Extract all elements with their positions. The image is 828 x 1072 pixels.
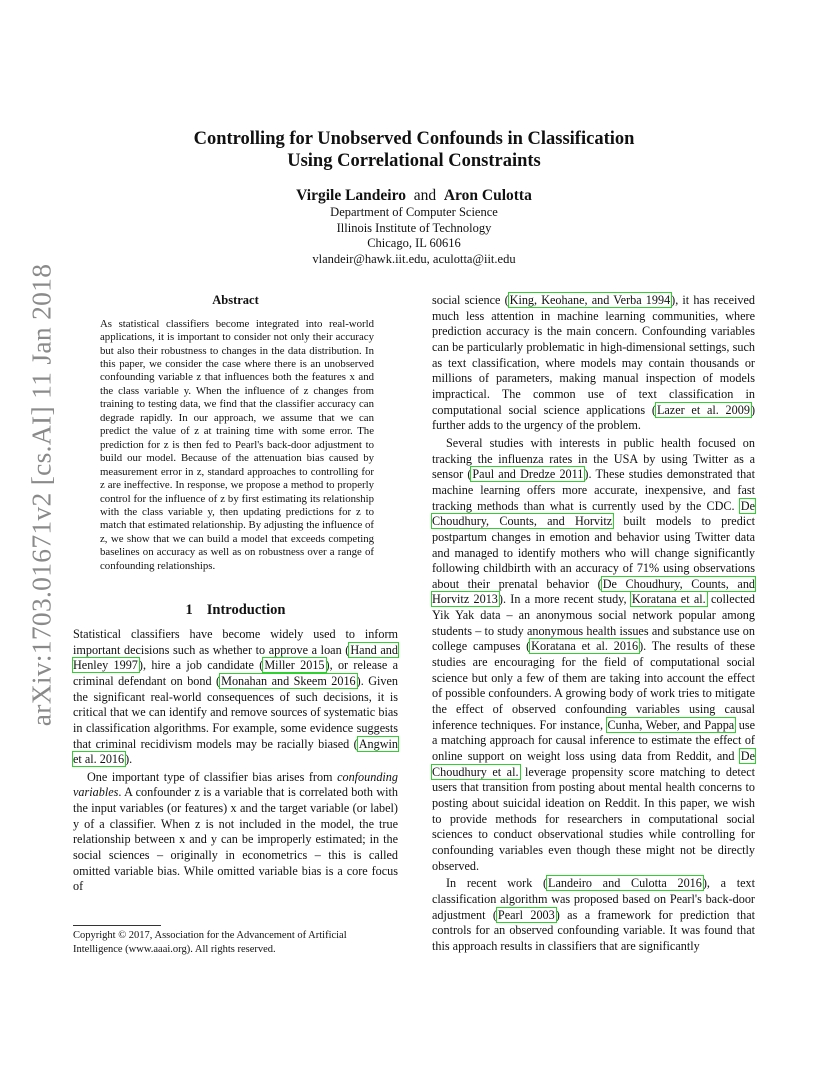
text-run: Several studies with interests in public health focused on tracking the influenza rates in the USA by using Twitter as a sensor ( (432, 435, 755, 482)
text-run: ), hire a job candidate ( (138, 658, 264, 673)
footnote-text: Copyright © 2017, Association for the Advancement of Artificial Intelligence (www.aaai.org). All rights reserved. (73, 930, 347, 955)
affiliation-city: Chicago, IL 60616 (367, 236, 461, 250)
text-run: ), it has received much less attention in machine learning communities, where prediction accuracy is the main concern. Confounding variables can be particularly problematic in high-dimensional settings, such as text classification, where models may contain thousands or millions of parameters, making manual inspection of models impractical. The common use of text classification in computational social science applications ( (432, 293, 755, 417)
right-paragraph-2 (432, 436, 755, 874)
affiliation-institute: Illinois Institute of Technology (336, 220, 492, 235)
right-paragraph-1 (432, 293, 755, 434)
section-heading-introduction (73, 603, 398, 619)
title-line-2: Using Correlational Constraints (287, 151, 541, 171)
arxiv-identifier-stamp (18, 263, 64, 727)
text-run: leverage propensity score matching to detect users that transition from posting about mental health concerns to posting about suicidal ideation on Reddit. In this paper, we wish to provide methods for researchers in computational social sciences to conduct observational studies while controlling for confounding variables even though these might not be directly observed. (432, 764, 755, 873)
text-run: use a matching approach for causal inference to estimate the effect of online support on weight loss using data from Reddit, and (432, 717, 755, 764)
text-run: One important type of classifier bias arises from (87, 769, 338, 784)
text-run: In recent work ( (446, 876, 548, 891)
text-run: Statistical classifiers have become widely used to inform important decisions such as whether to approve a loan ( (73, 626, 398, 657)
citation-link[interactable]: Cunha, Weber, and Pappa (607, 717, 735, 732)
text-run: built models to predict postpartum changes in emotion and behavior using Twitter data and managed to identify mothers who will change significantly following childbirth with an accuracy of 71% using observations about their prenatal behavior ( (432, 514, 755, 591)
citation-link[interactable]: Koratana et al. (631, 592, 706, 607)
text-run: ). Given the significant real-world consequences of such decisions, it is critical that we can identify and remove sources of systematic bias in classification algorithms. For example, some evidence suggests that criminal recidivism models may be racially biased ( (73, 673, 399, 751)
citation-link[interactable]: Angwin et al. 2016 (73, 736, 398, 767)
citation-link[interactable]: Landeiro and Culotta 2016 (548, 876, 702, 891)
text-run: ), or release a criminal defendant on bond ( (73, 658, 398, 688)
text-run: ). In a more recent study, (498, 592, 631, 607)
left-column (73, 293, 398, 895)
copyright-footnote (73, 925, 398, 956)
affiliation-emails: vlandeir@hawk.iit.edu, aculotta@iit.edu (312, 251, 516, 266)
citation-link[interactable]: Paul and Dredze 2011 (472, 467, 584, 482)
text-run: collected Yik Yak data – an anonymous social network popular among students – to study anonymous health issues and substance use on college campuses ( (432, 592, 755, 654)
right-paragraph-3 (432, 876, 755, 954)
citation-link[interactable]: De Choudhury et al. (432, 749, 755, 779)
citation-link[interactable]: Koratana et al. 2016 (531, 639, 639, 654)
text-run: ) further adds to the urgency of the problem. (432, 402, 755, 433)
citation-link[interactable]: King, Keohane, and Verba 1994 (509, 293, 671, 307)
footnote-rule (73, 925, 161, 926)
author-1: Virgile Landeiro (296, 187, 406, 204)
text-run: ), a text classification algorithm was proposed based on Pearl's back-door adjustment ( (432, 876, 755, 922)
affiliation-block (0, 205, 828, 267)
citation-link[interactable]: Pearl 2003 (497, 907, 555, 922)
intro-paragraph-1 (73, 627, 398, 768)
arxiv-id-text: arXiv:1703.01671v2 [cs.AI] 11 Jan 2018 (25, 263, 56, 727)
paper-title (0, 128, 828, 172)
citation-link[interactable]: Monahan and Skeem 2016 (221, 673, 356, 688)
section-number: 1 (185, 602, 193, 619)
citation-link[interactable]: Hand and Henley 1997 (73, 642, 398, 673)
abstract-heading: Abstract (212, 293, 259, 307)
citation-link[interactable]: De Choudhury, Counts, and Horvitz (432, 498, 755, 529)
citation-link[interactable]: De Choudhury, Counts, and Horvitz 2013 (432, 576, 756, 607)
author-conjunction: and (413, 187, 437, 204)
text-run: ) as a framework for prediction that controls for an observed confounding variable. It was found that this approach results in classifiers that are significantly (432, 907, 755, 953)
text-run: ). These studies demonstrated that machine learning offers more accurate, inexpensive, and fast tracking methods than what is currently used by the CDC. (432, 467, 755, 513)
citation-link[interactable]: Lazer et al. 2009 (656, 402, 750, 417)
abstract-text: As statistical classifiers become integrated into real-world applications, it is important to consider not only their accuracy but also their robustness to changes in the data distribution. In this paper, we consider the case where there is an unobserved confounding variable z that influences both the features x and the class variable y. When the influence of z changes from training to testing data, we find that the classifier accuracy can degrade rapidly. In our approach, we assume that we can predict the value of z at training time with some error. The prediction for z is then fed to Pearl's back-door adjustment to build our model. Because of the attenuation bias caused by measurement error in z, standard approaches to controlling for z are ineffective. In response, we propose a method to properly control for the influence of z by first estimating its relationship with the class variable y, then updating predictions for z to match that estimated relationship. By adjusting the influence of z, we show that we can build a model that exceeds competing baselines on accuracy as well as on robustness over a range of confounding relationships. (100, 317, 374, 572)
text-run: . A confounder z is a variable that is correlated both with the input variables (or features) x and the target variable (or label) y of a classifier. When z is not included in the model, the true relationship between x and y can be improperly estimated; in the social sciences – originally in econometrics – this is called omitted variable bias. While omitted variable bias is a core focus of (73, 785, 398, 894)
author-2: Aron Culotta (443, 187, 532, 204)
affiliation-dept: Department of Computer Science (330, 205, 498, 219)
title-line-1: Controlling for Unobserved Confounds in Classification (193, 129, 635, 149)
emphasis-text: confounding variables (73, 769, 398, 800)
section-title: Introduction (206, 602, 286, 619)
text-run: ). (125, 752, 133, 767)
intro-paragraph-2 (73, 770, 398, 895)
text-run: social science ( (432, 293, 509, 307)
author-line (0, 186, 828, 206)
citation-link[interactable]: Miller 2015 (264, 658, 325, 673)
text-run: ). The results of these studies are encouraging for the field of computational social science but only a few of them are taking into account the effect of possible confounders. A growing body of work tries to mitigate the effect of observed confounding variables using causal inference techniques. For instance, (432, 639, 755, 732)
right-column (432, 293, 755, 955)
